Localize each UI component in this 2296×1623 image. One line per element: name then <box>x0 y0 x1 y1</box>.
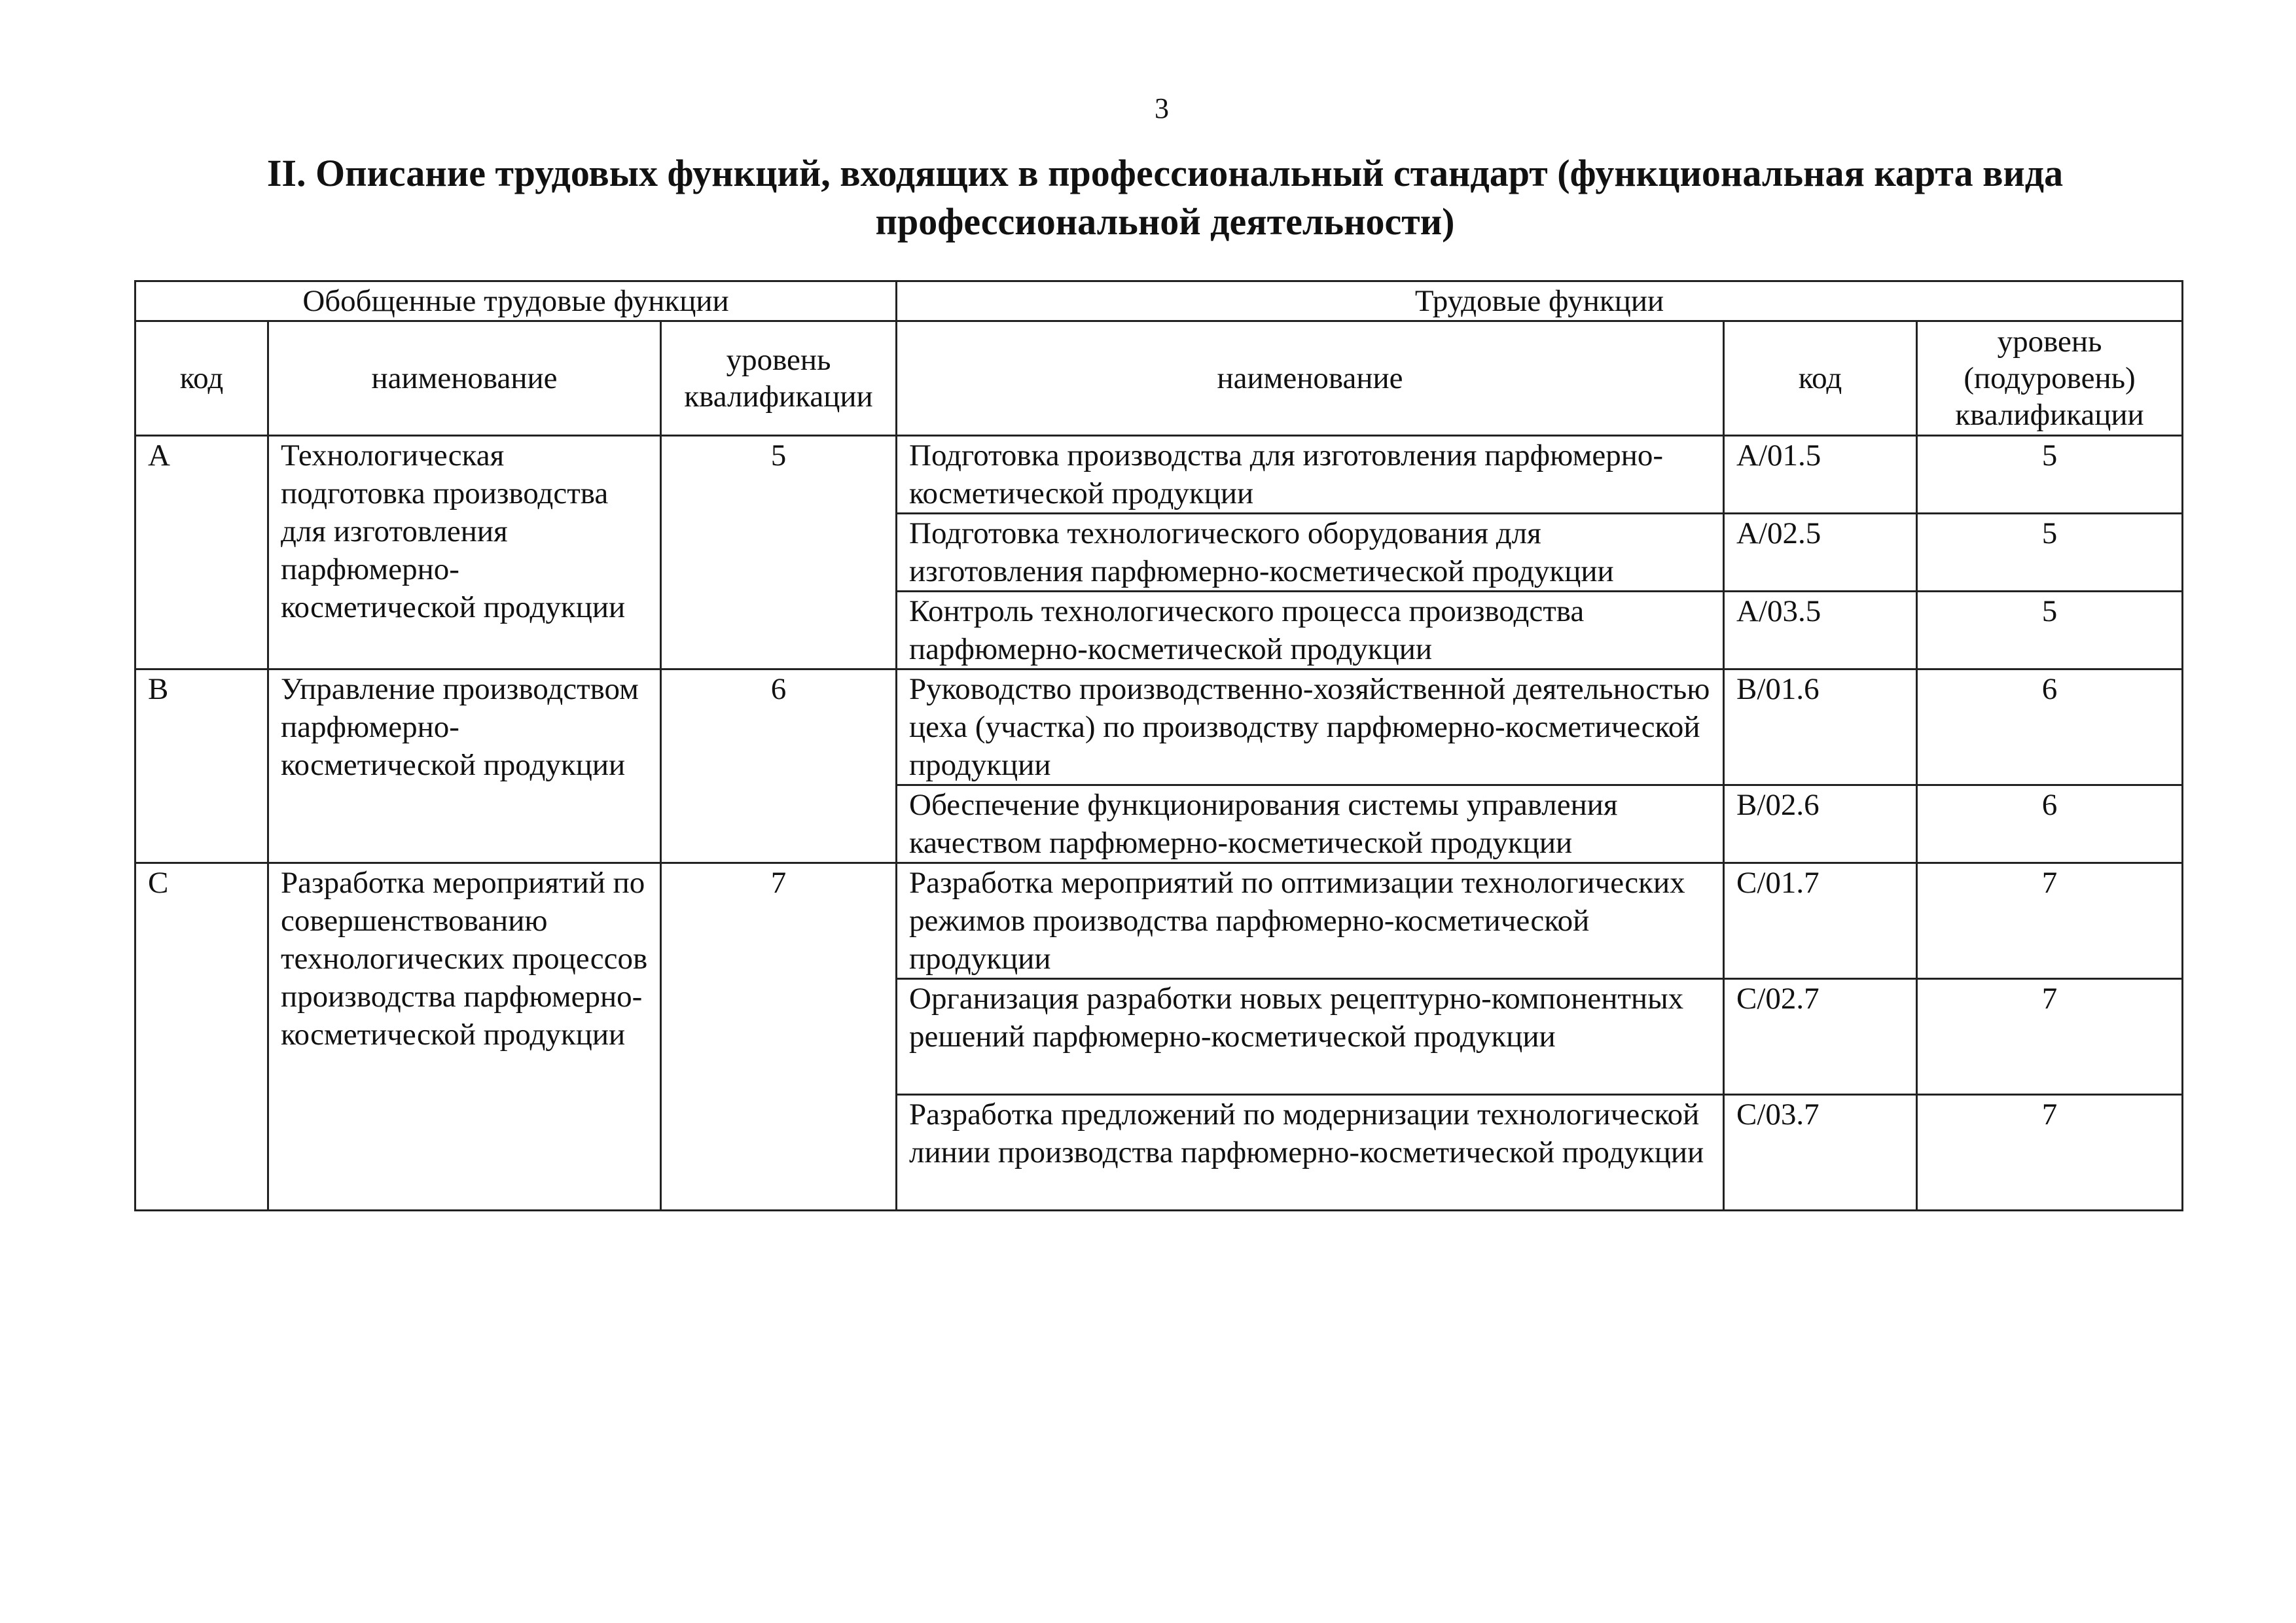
page-number: 3 <box>1155 92 1169 124</box>
func-name-cell: Подготовка технологического оборудования для изготовления парфюмерно-косметической продукции <box>897 514 1724 592</box>
gen-level-cell: 6 <box>661 669 897 863</box>
col-header-func-level: уровень (подуровень) квалификации <box>1917 321 2183 436</box>
func-code-cell: A/01.5 <box>1724 436 1917 514</box>
func-code-cell: A/02.5 <box>1724 514 1917 592</box>
labor-functions-header: Трудовые функции <box>897 281 2183 321</box>
func-name-cell: Обеспечение функционирования системы управления качеством парфюмерно-косметической продукции <box>897 785 1724 863</box>
table-row <box>135 436 2183 514</box>
col-header-gen-name: наименование <box>268 321 661 436</box>
col-header-gen-level: уровень квалификации <box>661 321 897 436</box>
func-name-cell: Контроль технологического процесса производства парфюмерно-косметической продукции <box>897 592 1724 669</box>
page-title: II. Описание трудовых функций, входящих в профессиональный стандарт (функциональная карта вида профессиональной деятельности) <box>266 152 2064 243</box>
func-level-cell: 6 <box>1917 669 2183 785</box>
gen-code-cell: A <box>135 436 268 669</box>
func-level-cell: 5 <box>1917 592 2183 669</box>
func-code-cell: B/02.6 <box>1724 785 1917 863</box>
func-code-cell: C/01.7 <box>1724 863 1917 979</box>
func-name-cell: Разработка предложений по модернизации технологической линии производства парфюмерно-косметической продукции <box>897 1095 1724 1211</box>
functional-map-table <box>134 280 2183 1211</box>
gen-level-cell: 7 <box>661 863 897 1211</box>
generalized-functions-header: Обобщенные трудовые функции <box>135 281 897 321</box>
gen-name-cell: Разработка мероприятий по совершенствованию технологических процессов производства парфюмерно-косметической продукции <box>268 863 661 1211</box>
group-header-row <box>135 281 2183 321</box>
func-level-cell: 6 <box>1917 785 2183 863</box>
func-level-cell: 5 <box>1917 436 2183 514</box>
func-name-cell: Подготовка производства для изготовления парфюмерно-косметической продукции <box>897 436 1724 514</box>
func-code-cell: C/02.7 <box>1724 979 1917 1095</box>
func-name-cell: Организация разработки новых рецептурно-компонентных решений парфюмерно-косметической продукции <box>897 979 1724 1095</box>
gen-code-cell: C <box>135 863 268 1211</box>
gen-name-cell: Управление производством парфюмерно-косметической продукции <box>268 669 661 863</box>
table-row <box>135 863 2183 979</box>
func-level-cell: 5 <box>1917 514 2183 592</box>
func-level-cell: 7 <box>1917 863 2183 979</box>
col-header-gen-code: код <box>135 321 268 436</box>
func-level-cell: 7 <box>1917 1095 2183 1211</box>
func-code-cell: A/03.5 <box>1724 592 1917 669</box>
func-code-cell: B/01.6 <box>1724 669 1917 785</box>
func-name-cell: Руководство производственно-хозяйственной деятельностью цеха (участка) по производству парфюмерно-косметической продукции <box>897 669 1724 785</box>
table-row <box>135 669 2183 785</box>
func-code-cell: C/03.7 <box>1724 1095 1917 1211</box>
col-header-func-name: наименование <box>897 321 1724 436</box>
func-name-cell: Разработка мероприятий по оптимизации технологических режимов производства парфюмерно-косметической продукции <box>897 863 1724 979</box>
func-level-cell: 7 <box>1917 979 2183 1095</box>
col-header-func-code: код <box>1724 321 1917 436</box>
column-header-row <box>135 321 2183 436</box>
gen-level-cell: 5 <box>661 436 897 669</box>
gen-code-cell: B <box>135 669 268 863</box>
gen-name-cell: Технологическая подготовка производства для изготовления парфюмерно-косметической продукции <box>268 436 661 669</box>
